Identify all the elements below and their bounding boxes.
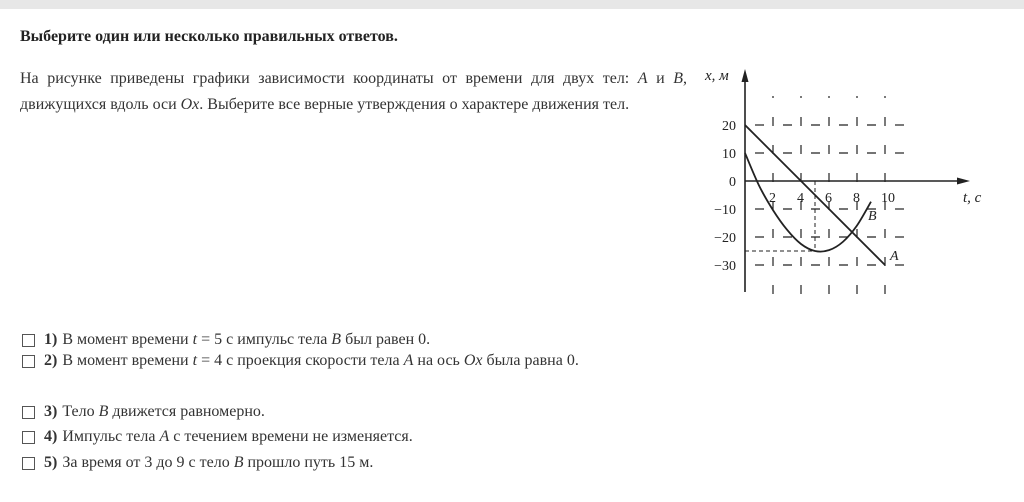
answer-text-part: За время от 3 до 9 с тело	[62, 454, 234, 471]
answer-text-italic: B	[331, 331, 342, 348]
y-tick-label: 0	[729, 175, 736, 190]
y-tick-label: −30	[714, 259, 736, 274]
x-tick-label: 2	[769, 191, 776, 206]
question-text-part: . Выберите все верные утверждения о характере движения тел.	[199, 96, 630, 113]
coordinate-graph	[700, 62, 1000, 302]
answer-text-2	[62, 349, 602, 373]
body-b-label: B	[673, 70, 683, 87]
question-text-part: и	[647, 70, 674, 87]
top-bar	[0, 0, 1024, 9]
answer-number: 4)	[44, 428, 58, 445]
question-text-part: , движущихся вдоль оси	[20, 70, 687, 113]
answer-text-italic: A	[403, 352, 414, 369]
question-text-part: На рисунке приведены графики зависимости координаты от времени для двух тел:	[20, 70, 638, 87]
answer-number: 2)	[44, 352, 58, 369]
x-tick-label: 8	[853, 191, 860, 206]
answer-text-part: был равен 0.	[341, 331, 431, 348]
x-tick-label: 6	[825, 191, 832, 206]
answer-text-part: движется равномерно.	[108, 403, 265, 420]
answer-text-part: = 4 с проекция скорости тела	[197, 352, 404, 369]
answer-text-3	[62, 400, 265, 424]
answer-number: 1)	[44, 331, 58, 348]
answer-text-italic: t	[192, 331, 198, 348]
answer-text-italic: A	[159, 428, 170, 445]
answer-text-italic: Ox	[463, 352, 483, 369]
answer-text-part: с течением времени не изменяется.	[169, 428, 413, 445]
answer-checkbox-4[interactable]	[22, 431, 35, 444]
answer-option-4[interactable]	[22, 425, 413, 449]
y-tick-label: −10	[714, 203, 736, 218]
curve-b-label: B	[868, 209, 877, 224]
answer-checkbox-5[interactable]	[22, 457, 35, 470]
answer-option-5[interactable]	[22, 451, 373, 475]
answer-text-part: на ось	[413, 352, 464, 369]
answer-checkbox-2[interactable]	[22, 355, 35, 368]
answer-text-part: Импульс тела	[62, 428, 160, 445]
answer-number: 5)	[44, 454, 58, 471]
answer-text-5	[62, 451, 373, 475]
answer-checkbox-3[interactable]	[22, 406, 35, 419]
curve-a-label: A	[890, 249, 899, 264]
answer-text-part: была равна 0.	[482, 352, 579, 369]
body-a-label: A	[637, 70, 648, 87]
answer-text-part: В момент времени	[62, 331, 193, 348]
answer-text-italic: t	[192, 352, 198, 369]
y-axis-arrow	[742, 69, 749, 82]
x-tick-label: 10	[881, 191, 895, 206]
instruction: Выберите один или несколько правильных ответов.	[20, 28, 398, 45]
answer-text-4	[62, 425, 412, 449]
x-tick-label: 4	[797, 191, 804, 206]
graph-svg	[700, 62, 1000, 302]
axis-label: Ox	[180, 96, 200, 113]
y-axis-label: x, м	[705, 68, 729, 84]
answer-text-italic: B	[233, 454, 244, 471]
answer-text-part: = 5 с импульс тела	[197, 331, 332, 348]
y-tick-label: 10	[722, 147, 736, 162]
answer-text-part: Тело	[62, 403, 99, 420]
question-text	[20, 66, 687, 118]
y-tick-label: −20	[714, 231, 736, 246]
x-axis-label: t, с	[963, 190, 982, 206]
graph-guides	[745, 181, 815, 251]
answer-option-3[interactable]	[22, 400, 265, 424]
answer-checkbox-1[interactable]	[22, 334, 35, 347]
answer-text-part: прошло путь 15 м.	[243, 454, 374, 471]
answer-text-italic: B	[98, 403, 109, 420]
answer-option-2[interactable]	[22, 349, 602, 373]
y-tick-label: 20	[722, 119, 736, 134]
answer-number: 3)	[44, 403, 58, 420]
x-axis-arrow	[957, 178, 970, 185]
answer-text-part: В момент времени	[62, 352, 193, 369]
